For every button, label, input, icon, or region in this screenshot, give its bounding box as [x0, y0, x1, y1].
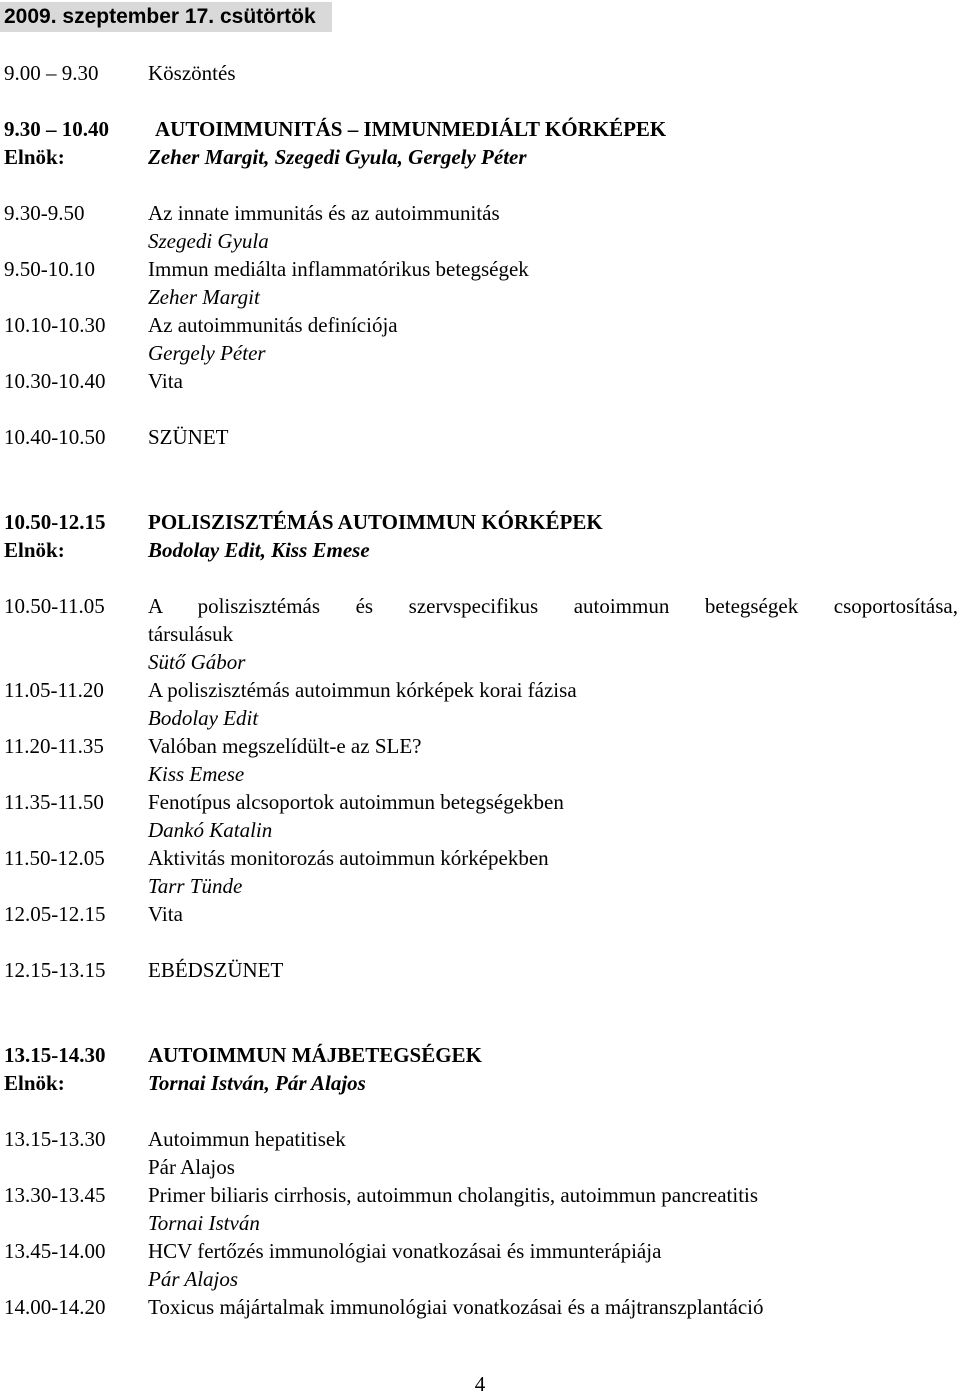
speaker-row [0, 760, 960, 788]
speaker-row [0, 872, 960, 900]
chair-row [0, 1069, 960, 1097]
session-header [0, 115, 960, 143]
program-row [0, 1125, 960, 1153]
talk-title: Valóban megszelídült-e az SLE? [148, 734, 422, 758]
program-row [0, 732, 960, 760]
speaker-row [0, 1265, 960, 1293]
speaker-name: Tornai István [148, 1211, 260, 1235]
talk-title: Toxicus májártalmak immunológiai vonatkozásai és a májtranszplantáció [148, 1295, 764, 1319]
time-slot: 11.50-12.05 [4, 846, 105, 870]
program-row [0, 592, 960, 620]
speaker-name: Sütő Gábor [148, 650, 246, 674]
time-slot: 10.40-10.50 [4, 425, 106, 449]
speaker-name: Gergely Péter [148, 341, 266, 365]
talk-title: A poliszisztémás autoimmun kórképek korai fázisa [148, 678, 577, 702]
speaker-name: Dankó Katalin [148, 818, 273, 842]
speaker-row [0, 816, 960, 844]
speaker-name: Bodolay Edit [148, 706, 259, 730]
time-slot: 10.10-10.30 [4, 313, 106, 337]
time-slot: 13.15-14.30 [4, 1043, 106, 1067]
program-row [0, 1293, 960, 1321]
chairs: Bodolay Edit, Kiss Emese [148, 538, 370, 562]
date-header: 2009. szeptember 17. csütörtök [0, 2, 332, 32]
talk-title: Autoimmun hepatitisek [148, 1127, 346, 1151]
talk-title: Immun mediálta inflammatórikus betegségek [148, 257, 529, 281]
speaker-row [0, 648, 960, 676]
time-slot: 9.00 – 9.30 [4, 61, 99, 85]
program-title: Köszöntés [148, 61, 236, 85]
chair-label: Elnök: [4, 1071, 65, 1095]
time-slot: 13.45-14.00 [4, 1239, 106, 1263]
speaker-row [0, 227, 960, 255]
talk-title: Fenotípus alcsoportok autoimmun betegségekben [148, 790, 564, 814]
time-slot: 12.05-12.15 [4, 902, 106, 926]
program-row [0, 844, 960, 872]
speaker-row [0, 1209, 960, 1237]
speaker-row [0, 704, 960, 732]
speaker-row [0, 339, 960, 367]
talk-title: Vita [148, 369, 183, 393]
page-number: 4 [474, 1372, 486, 1396]
time-slot: 11.35-11.50 [4, 790, 104, 814]
time-slot: 10.50-12.15 [4, 510, 106, 534]
speaker-name: Szegedi Gyula [148, 229, 269, 253]
talk-title: Primer biliaris cirrhosis, autoimmun cholangitis, autoimmun pancreatitis [148, 1183, 759, 1207]
speaker-name: Pár Alajos [148, 1155, 235, 1179]
time-slot: 12.15-13.15 [4, 958, 106, 982]
chair-label: Elnök: [4, 538, 65, 562]
talk-title: Vita [148, 902, 183, 926]
break-row [0, 423, 960, 451]
program-row [0, 788, 960, 816]
time-slot: 11.20-11.35 [4, 734, 104, 758]
program-row [0, 311, 960, 339]
talk-title: Az innate immunitás és az autoimmunitás [148, 201, 500, 225]
session-title: AUTOIMMUNITÁS – IMMUNMEDIÁLT KÓRKÉPEK [155, 117, 667, 141]
talk-title: HCV fertőzés immunológiai vonatkozásai és immunterápiája [148, 1239, 662, 1263]
program-row-continued [0, 620, 960, 648]
program-row [0, 199, 960, 227]
session-title: POLISZISZTÉMÁS AUTOIMMUN KÓRKÉPEK [148, 510, 603, 534]
break-title: SZÜNET [148, 425, 229, 449]
talk-title: A poliszisztémás és szervspecifikus autoimmun betegségek csoportosítása, [148, 594, 958, 618]
time-slot: 10.50-11.05 [4, 594, 105, 618]
speaker-name: Pár Alajos [148, 1267, 239, 1291]
time-slot: 11.05-11.20 [4, 678, 104, 702]
talk-title: Az autoimmunitás definíciója [148, 313, 398, 337]
time-slot: 14.00-14.20 [4, 1295, 106, 1319]
session-header [0, 1041, 960, 1069]
program-row [0, 255, 960, 283]
chairs: Tornai István, Pár Alajos [148, 1071, 366, 1095]
program-row [0, 1181, 960, 1209]
session-title: AUTOIMMUN MÁJBETEGSÉGEK [148, 1043, 482, 1067]
time-slot: 9.30-9.50 [4, 201, 85, 225]
talk-title: Aktivitás monitorozás autoimmun kórképekben [148, 846, 549, 870]
time-slot: 13.15-13.30 [4, 1127, 106, 1151]
time-slot: 13.30-13.45 [4, 1183, 106, 1207]
speaker-name: Zeher Margit [148, 285, 260, 309]
speaker-name: Kiss Emese [148, 762, 245, 786]
break-row [0, 956, 960, 984]
talk-title-continued: társulásuk [148, 622, 234, 646]
program-row [0, 900, 960, 928]
speaker-row [0, 1153, 960, 1181]
chair-row [0, 536, 960, 564]
speaker-row [0, 283, 960, 311]
program-row [0, 367, 960, 395]
speaker-name: Tarr Tünde [148, 874, 243, 898]
chairs: Zeher Margit, Szegedi Gyula, Gergely Péter [148, 145, 527, 169]
time-slot: 10.30-10.40 [4, 369, 106, 393]
break-title: EBÉDSZÜNET [148, 958, 284, 982]
program-row [0, 676, 960, 704]
program-row [0, 59, 960, 87]
program-row [0, 1237, 960, 1265]
time-slot: 9.30 – 10.40 [4, 117, 109, 141]
time-slot: 9.50-10.10 [4, 257, 95, 281]
chair-label: Elnök: [4, 145, 65, 169]
chair-row [0, 143, 960, 171]
session-header [0, 508, 960, 536]
